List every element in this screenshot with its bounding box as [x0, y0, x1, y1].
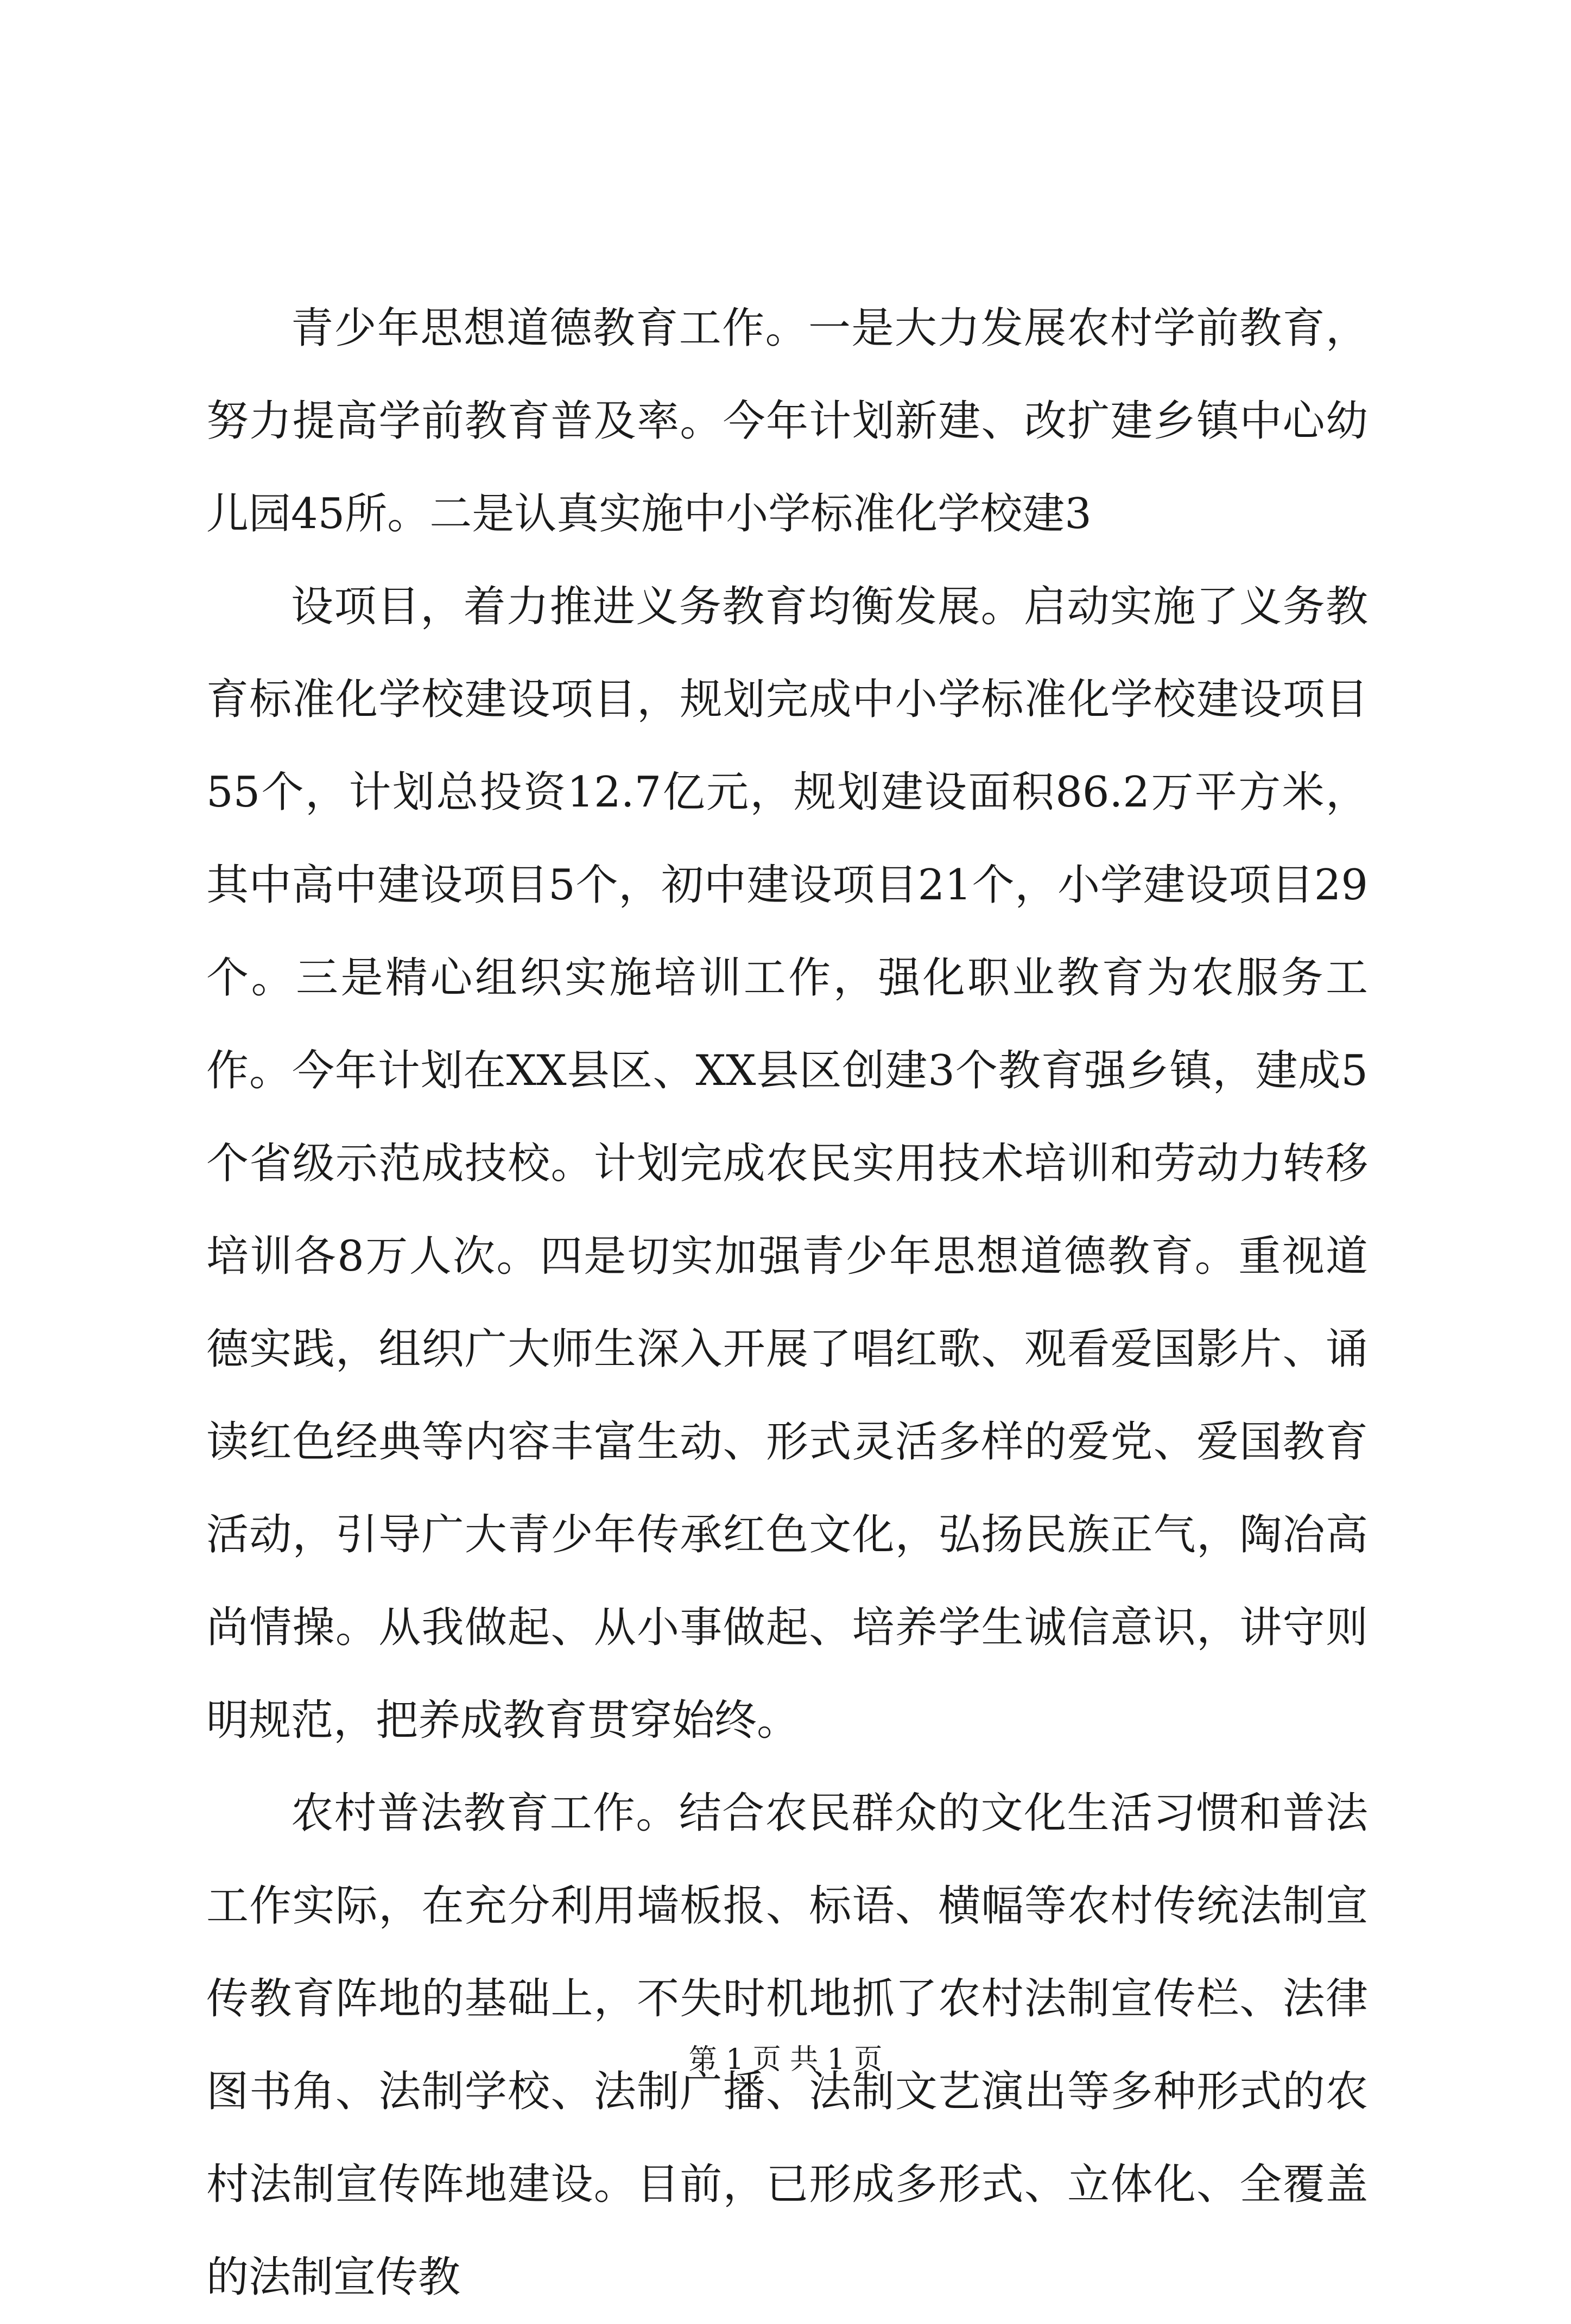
page-footer: 第 1 页 共 1 页 [688, 2043, 883, 2076]
paragraph-youth-moral-education: 青少年思想道德教育工作。一是大力发展农村学前教育，努力提高学前教育普及率。今年计划新建、改扩建乡镇中心幼儿园45所。二是认真实施中小学标准化学校建3 [206, 304, 1368, 538]
paragraph-standardized-schools: 设项目，着力推进义务教育均衡发展。启动实施了义务教育标准化学校建设项目，规划完成中小学标准化学校建设项目55个，计划总投资12.7亿元，规划建设面积86.2万平方米，其中高中建设项目5个，初中建设项目21个，小学建设项目29个。三是精心组织实施培训工作，强化职业教育为农服务工作。今年计划在XX县区、XX县区创建3个教育强乡镇，建成5个省级示范成技校。计划完成农民实用技术培训和劳动力转移培训各8万人次。四是切实加强青少年思想道德教育。重视道德实践，组织广大师生深入开展了唱红歌、观看爱国影片、诵读红色经典等内容丰富生动、形式灵活多样的爱党、爱国教育活动，引导广大青少年传承红色文化，弘扬民族正气，陶冶高尚情操。从我做起、从小事做起、培养学生诚信意识，讲守则明规范，把养成教育贯穿始终。 [206, 582, 1368, 1745]
paragraph-rural-legal-education: 农村普法教育工作。结合农民群众的文化生活习惯和普法工作实际，在充分利用墙板报、标语、横幅等农村传统法制宣传教育阵地的基础上，不失时机地抓了农村法制宣传栏、法律图书角、法制学校、法制广播、法制文艺演出等多种形式的农村法制宣传阵地建设。目前，已形成多形式、立体化、全覆盖的法制宣传教 [206, 1789, 1368, 2302]
document-body [206, 282, 1368, 2324]
